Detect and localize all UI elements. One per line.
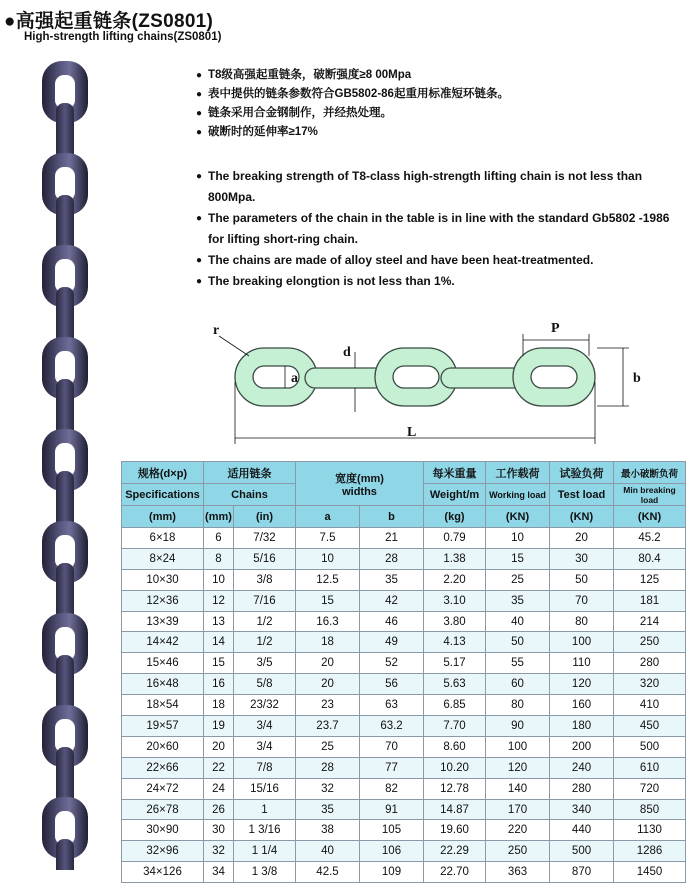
table-cell: 5/8 (234, 674, 296, 695)
notes-chinese (196, 66, 509, 142)
table-cell: 26 (204, 799, 234, 820)
table-cell: 18 (204, 695, 234, 716)
table-cell: 5.17 (424, 653, 486, 674)
table-cell: 280 (550, 778, 614, 799)
table-cell: 22 (204, 757, 234, 778)
table-row (122, 799, 686, 820)
table-cell: 45.2 (614, 528, 686, 549)
table-cell: 240 (550, 757, 614, 778)
unit-cell: (KN) (550, 506, 614, 528)
table-cell: 22.70 (424, 862, 486, 883)
chain-photo (22, 55, 118, 870)
table-cell: 160 (550, 695, 614, 716)
table-cell: 10 (486, 528, 550, 549)
table-cell: 5.63 (424, 674, 486, 695)
table-cell: 63.2 (360, 716, 424, 737)
table-cell: 850 (614, 799, 686, 820)
table-cell: 13×39 (122, 611, 204, 632)
table-cell: 10 (296, 548, 360, 569)
table-row (122, 611, 686, 632)
table-cell: 50 (486, 632, 550, 653)
header-breaking-en: Min breaking load (614, 484, 686, 506)
header-weight-cn: 每米重量 (424, 462, 486, 484)
table-cell: 110 (550, 653, 614, 674)
table-cell: 8.60 (424, 736, 486, 757)
unit-cell: (in) (234, 506, 296, 528)
table-cell: 1 (234, 799, 296, 820)
table-cell: 32×96 (122, 841, 204, 862)
table-cell: 100 (486, 736, 550, 757)
table-cell: 28 (360, 548, 424, 569)
table-cell: 40 (486, 611, 550, 632)
table-cell: 20 (550, 528, 614, 549)
header-widths (296, 462, 424, 506)
table-cell: 109 (360, 862, 424, 883)
table-cell: 15 (296, 590, 360, 611)
table-cell: 10 (204, 569, 234, 590)
diagram-label-r: r (213, 323, 220, 338)
table-cell: 1/2 (234, 632, 296, 653)
table-cell: 23/32 (234, 695, 296, 716)
table-cell: 25 (486, 569, 550, 590)
table-cell: 55 (486, 653, 550, 674)
header-working-cn: 工作载荷 (486, 462, 550, 484)
table-cell: 500 (614, 736, 686, 757)
table-cell: 363 (486, 862, 550, 883)
table-cell: 24×72 (122, 778, 204, 799)
table-cell: 20×60 (122, 736, 204, 757)
table-cell: 25 (296, 736, 360, 757)
diagram-label-l: L (407, 425, 417, 440)
table-cell: 12×36 (122, 590, 204, 611)
table-cell: 8×24 (122, 548, 204, 569)
table-cell: 26×78 (122, 799, 204, 820)
table-header-cn-row (122, 462, 686, 484)
table-cell: 35 (296, 799, 360, 820)
table-cell: 7/16 (234, 590, 296, 611)
table-row (122, 569, 686, 590)
header-working-en: Working load (486, 484, 550, 506)
table-cell: 16 (204, 674, 234, 695)
table-cell: 32 (204, 841, 234, 862)
table-row (122, 757, 686, 778)
table-cell: 1 3/16 (234, 820, 296, 841)
table-cell: 30 (550, 548, 614, 569)
table-cell: 1 1/4 (234, 841, 296, 862)
table-cell: 15/16 (234, 778, 296, 799)
diagram-link-inner (393, 366, 439, 388)
table-cell: 12.78 (424, 778, 486, 799)
table-cell: 6 (204, 528, 234, 549)
note-cn-item: ● T8级高强起重链条，破断强度≥8 00Mpa (196, 66, 509, 85)
table-cell: 80 (550, 611, 614, 632)
table-cell: 49 (360, 632, 424, 653)
table-cell: 250 (486, 841, 550, 862)
header-widths-en: widths (342, 485, 377, 498)
table-cell: 410 (614, 695, 686, 716)
table-cell: 12.5 (296, 569, 360, 590)
unit-cell: (mm) (122, 506, 204, 528)
table-cell: 5/16 (234, 548, 296, 569)
table-cell: 77 (360, 757, 424, 778)
table-row (122, 820, 686, 841)
table-cell: 30×90 (122, 820, 204, 841)
note-en-item: ● The breaking elongtion is not less than 1%. (196, 271, 676, 292)
table-cell: 181 (614, 590, 686, 611)
table-cell: 80.4 (614, 548, 686, 569)
table-cell: 7/32 (234, 528, 296, 549)
table-row (122, 528, 686, 549)
table-cell: 250 (614, 632, 686, 653)
table-cell: 15 (486, 548, 550, 569)
chain-dimension-diagram (205, 312, 665, 452)
table-cell: 2.20 (424, 569, 486, 590)
table-cell: 15 (204, 653, 234, 674)
table-cell: 7.5 (296, 528, 360, 549)
table-cell: 56 (360, 674, 424, 695)
table-cell: 23.7 (296, 716, 360, 737)
diagram-label-d: d (343, 345, 351, 360)
note-en-item: ● The chains are made of alloy steel and have been heat-treatmented. (196, 250, 676, 271)
table-cell: 106 (360, 841, 424, 862)
table-cell: 19 (204, 716, 234, 737)
table-cell: 500 (550, 841, 614, 862)
header-chains-en: Chains (204, 484, 296, 506)
header-weight-en: Weight/m (424, 484, 486, 506)
table-cell: 220 (486, 820, 550, 841)
header-spec-en: Specifications (122, 484, 204, 506)
table-row (122, 862, 686, 883)
table-cell: 720 (614, 778, 686, 799)
table-cell: 10×30 (122, 569, 204, 590)
unit-cell: b (360, 506, 424, 528)
unit-cell: (KN) (486, 506, 550, 528)
spec-table-body (122, 528, 686, 883)
table-cell: 50 (550, 569, 614, 590)
header-chains-cn: 适用链条 (204, 462, 296, 484)
table-cell: 100 (550, 632, 614, 653)
table-cell: 70 (360, 736, 424, 757)
note-en-item: ● The parameters of the chain in the table is in line with the standard Gb5802 -1986 for lifting short-ring chain. (196, 208, 676, 250)
table-cell: 120 (486, 757, 550, 778)
table-cell: 19.60 (424, 820, 486, 841)
table-cell: 180 (550, 716, 614, 737)
table-cell: 22×66 (122, 757, 204, 778)
diagram-link-inner (531, 366, 577, 388)
table-cell: 0.79 (424, 528, 486, 549)
table-cell: 16.3 (296, 611, 360, 632)
table-cell: 28 (296, 757, 360, 778)
table-cell: 12 (204, 590, 234, 611)
table-cell: 1130 (614, 820, 686, 841)
table-row (122, 674, 686, 695)
table-cell: 1 3/8 (234, 862, 296, 883)
table-units-row (122, 506, 686, 528)
table-cell: 34×126 (122, 862, 204, 883)
table-cell: 20 (296, 653, 360, 674)
table-cell: 24 (204, 778, 234, 799)
table-cell: 22.29 (424, 841, 486, 862)
table-cell: 4.13 (424, 632, 486, 653)
table-cell: 450 (614, 716, 686, 737)
table-cell: 18×54 (122, 695, 204, 716)
diagram-label-p: P (551, 321, 560, 336)
note-cn-item: ● 表中提供的链条参数符合GB5802-86起重用标准短环链条。 (196, 85, 509, 104)
chain-link-edge (56, 839, 74, 870)
table-cell: 82 (360, 778, 424, 799)
table-cell: 20 (296, 674, 360, 695)
table-cell: 70 (550, 590, 614, 611)
table-cell: 63 (360, 695, 424, 716)
table-cell: 125 (614, 569, 686, 590)
table-row (122, 653, 686, 674)
table-row (122, 632, 686, 653)
table-cell: 1286 (614, 841, 686, 862)
table-cell: 1.38 (424, 548, 486, 569)
table-cell: 20 (204, 736, 234, 757)
table-cell: 34 (204, 862, 234, 883)
table-cell: 10.20 (424, 757, 486, 778)
table-cell: 35 (360, 569, 424, 590)
table-cell: 16×48 (122, 674, 204, 695)
table-cell: 280 (614, 653, 686, 674)
header-test-cn: 试验负荷 (550, 462, 614, 484)
table-cell: 14×42 (122, 632, 204, 653)
table-cell: 91 (360, 799, 424, 820)
table-cell: 38 (296, 820, 360, 841)
unit-cell: (mm) (204, 506, 234, 528)
note-en-item: ● The breaking strength of T8-class high-strength lifting chain is not less than 800Mpa. (196, 166, 676, 208)
table-cell: 6×18 (122, 528, 204, 549)
table-cell: 23 (296, 695, 360, 716)
table-row (122, 716, 686, 737)
table-cell: 42 (360, 590, 424, 611)
table-cell: 15×46 (122, 653, 204, 674)
table-cell: 440 (550, 820, 614, 841)
table-cell: 52 (360, 653, 424, 674)
table-cell: 320 (614, 674, 686, 695)
header-test-en: Test load (550, 484, 614, 506)
table-cell: 105 (360, 820, 424, 841)
table-cell: 90 (486, 716, 550, 737)
table-cell: 120 (550, 674, 614, 695)
page-subtitle: High-strength lifting chains(ZS0801) (24, 31, 222, 43)
table-cell: 3.80 (424, 611, 486, 632)
note-cn-item: ● 破断时的延伸率≥17% (196, 123, 509, 142)
table-row (122, 548, 686, 569)
diagram-label-b: b (633, 371, 641, 386)
table-cell: 3/4 (234, 736, 296, 757)
spec-table (121, 461, 686, 883)
header-spec-cn: 规格(d×p) (122, 462, 204, 484)
table-cell: 18 (296, 632, 360, 653)
unit-cell: a (296, 506, 360, 528)
table-cell: 8 (204, 548, 234, 569)
table-cell: 1/2 (234, 611, 296, 632)
table-row (122, 778, 686, 799)
table-cell: 7.70 (424, 716, 486, 737)
unit-cell: (KN) (614, 506, 686, 528)
table-cell: 13 (204, 611, 234, 632)
table-cell: 1450 (614, 862, 686, 883)
table-cell: 140 (486, 778, 550, 799)
table-row (122, 695, 686, 716)
table-row (122, 841, 686, 862)
table-cell: 30 (204, 820, 234, 841)
table-cell: 42.5 (296, 862, 360, 883)
table-cell: 3/8 (234, 569, 296, 590)
table-cell: 170 (486, 799, 550, 820)
unit-cell: (kg) (424, 506, 486, 528)
table-cell: 340 (550, 799, 614, 820)
table-cell: 80 (486, 695, 550, 716)
table-cell: 60 (486, 674, 550, 695)
table-cell: 14.87 (424, 799, 486, 820)
table-cell: 14 (204, 632, 234, 653)
table-cell: 3.10 (424, 590, 486, 611)
table-cell: 35 (486, 590, 550, 611)
diagram-label-a: a (291, 371, 298, 386)
table-cell: 3/5 (234, 653, 296, 674)
page-title: ●高强起重链条(ZS0801) (4, 11, 214, 32)
table-cell: 6.85 (424, 695, 486, 716)
table-cell: 21 (360, 528, 424, 549)
table-row (122, 590, 686, 611)
table-cell: 3/4 (234, 716, 296, 737)
table-cell: 46 (360, 611, 424, 632)
table-cell: 200 (550, 736, 614, 757)
table-cell: 7/8 (234, 757, 296, 778)
table-cell: 610 (614, 757, 686, 778)
header-widths-cn: 宽度(mm) (335, 472, 384, 485)
table-cell: 40 (296, 841, 360, 862)
table-cell: 214 (614, 611, 686, 632)
table-cell: 870 (550, 862, 614, 883)
table-cell: 19×57 (122, 716, 204, 737)
header-breaking-cn: 最小破断负荷 (614, 462, 686, 484)
table-cell: 32 (296, 778, 360, 799)
note-cn-item: ● 链条采用合金钢制作，并经热处理。 (196, 104, 509, 123)
table-row (122, 736, 686, 757)
notes-english (196, 166, 676, 292)
